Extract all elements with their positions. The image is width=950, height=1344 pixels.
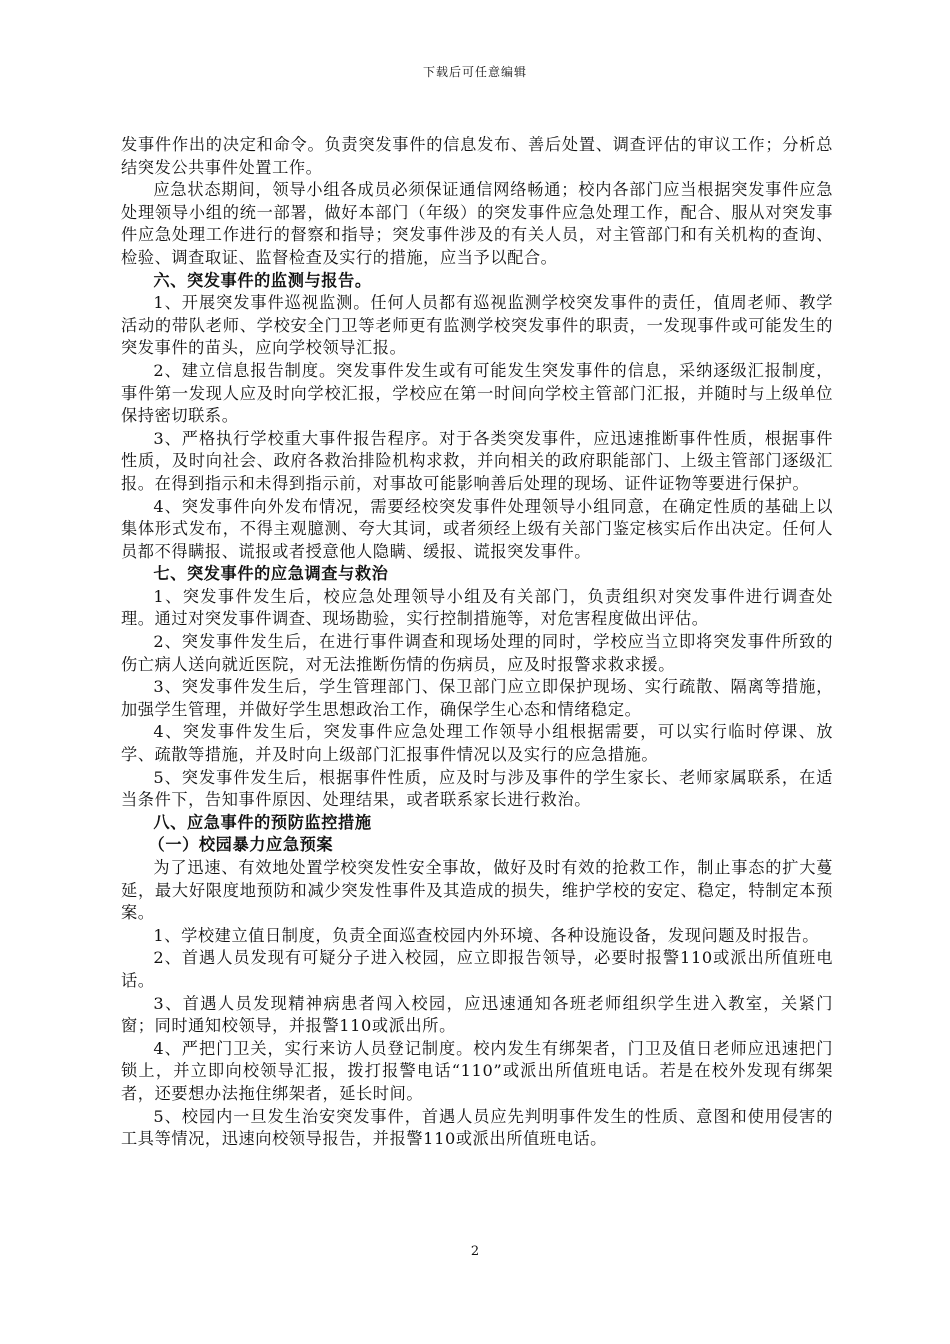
paragraph: 2、首遇人员发现有可疑分子进入校园，应立即报告领导，必要时报警110或派出所值班电话。: [121, 948, 833, 990]
paragraph: 4、突发事件发生后，突发事件应急处理工作领导小组根据需要，可以实行临时停课、放学、疏散等措施，并及时向上级部门汇报事件情况以及实行的应急措施。: [121, 722, 833, 765]
paragraph: 3、严格执行学校重大事件报告程序。对于各类突发事件，应迅速推断事件性质，根据事件性质，及时向社会、政府各救治排险机构求救，并向相关的政府职能部门、上级主管部门逐级汇报。在得到指示和未得到指示前，对事故可能影响善后处理的现场、证件证物等要进行保护。: [121, 428, 833, 493]
page-header: 下载后可任意编辑: [422, 65, 527, 79]
paragraph: 1、突发事件发生后，校应急处理领导小组及有关部门，负责组织对突发事件进行调查处理。通过对突发事件调查、现场勘验，实行控制措施等，对危害程度做出评估。: [121, 586, 833, 629]
paragraph: 2、建立信息报告制度。突发事件发生或有可能发生突发事件的信息，采纳逐级汇报制度，事件第一发现人应及时向学校汇报，学校应在第一时间向学校主管部门汇报，并随时与上级单位保持密切联系。: [121, 360, 833, 426]
paragraph: 4、严把门卫关，实行来访人员登记制度。校内发生有绑架者，门卫及值日老师应迅速把门锁上，并立即向校领导汇报，拨打报警电话“110”或派出所值班电话。若是在校外发现有绑架者，还要想办法拖住绑架者，延长时间。: [121, 1038, 833, 1103]
paragraph: 应急状态期间，领导小组各成员必须保证通信网络畅通；校内各部门应当根据突发事件应急处理领导小组的统一部署，做好本部门（年级）的突发事件应急处理工作，配合、服从对突发事件应急处理工作进行的督察和指导；突发事件涉及的有关人员，对主管部门和有关机构的查询、检验、调查取证、监督检查及实行的措施，应当予以配合。: [121, 180, 833, 267]
paragraph: 3、突发事件发生后，学生管理部门、保卫部门应立即保护现场、实行疏散、隔离等措施，加强学生管理，并做好学生思想政治工作，确保学生心态和情绪稳定。: [121, 677, 833, 719]
subsection-heading: （一）校园暴力应急预案: [148, 835, 334, 855]
paragraph: 4、突发事件向外发布情况，需要经校突发事件处理领导小组同意，在确定性质的基础上以集体形式发布，不得主观臆测、夸大其词，或者须经上级有关部门鉴定核实后作出决定。任何人员都不得瞒报、谎报或者授意他人隐瞒、缓报、谎报突发事件。: [121, 496, 833, 561]
paragraph: 5、校园内一旦发生治安突发事件，首遇人员应先判明事件发生的性质、意图和使用侵害的工具等情况，迅速向校领导报告，并报警110或派出所值班电话。: [121, 1106, 833, 1149]
section-heading: 六、突发事件的监测与报告。: [153, 270, 372, 290]
section-heading: 七、突发事件的应急调查与救治: [153, 564, 389, 584]
paragraph: 5、突发事件发生后，根据事件性质，应及时与涉及事件的学生家长、老师家属联系，在适当条件下，告知事件原因、处理结果，或者联系家长进行救治。: [121, 767, 833, 810]
document-body: [121, 134, 833, 1151]
paragraph: 1、学校建立值日制度，负责全面巡查校园内外环境、各种设施设备，发现问题及时报告。: [153, 925, 819, 945]
section-heading: 八、应急事件的预防监控措施: [153, 812, 372, 832]
paragraph: 1、开展突发事件巡视监测。任何人员都有巡视监测学校突发事件的责任，值周老师、教学活动的带队老师、学校安全门卫等老师更有监测学校突发事件的职责，一发现事件或可能发生的突发事件的苗头，应向学校领导汇报。: [121, 293, 833, 358]
paragraph: 为了迅速、有效地处置学校突发性安全事故，做好及时有效的抢救工作，制止事态的扩大蔓延，最大好限度地预防和减少突发性事件及其造成的损失，维护学校的安定、稳定，特制定本预案。: [121, 858, 833, 923]
page-number: 2: [470, 1244, 480, 1259]
paragraph: 3、首遇人员发现精神病患者闯入校园，应迅速通知各班老师组织学生进入教室，关紧门窗；同时通知校领导，并报警110或派出所。: [121, 993, 833, 1036]
paragraph: 2、突发事件发生后，在进行事件调查和现场处理的同时，学校应当立即将突发事件所致的伤亡病人送向就近医院，对无法推断伤情的伤病员，应及时报警求救求援。: [121, 632, 833, 674]
paragraph: 发事件作出的决定和命令。负责突发事件的信息发布、善后处置、调查评估的审议工作；分析总结突发公共事件处置工作。: [121, 135, 833, 177]
